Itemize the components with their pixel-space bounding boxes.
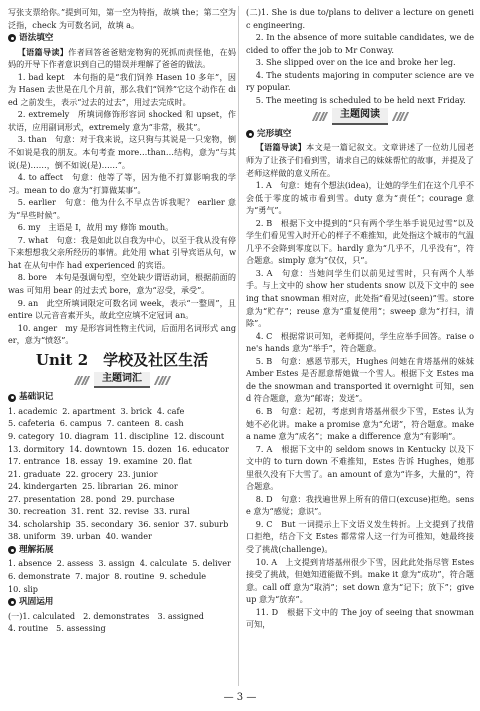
- cloze-guide: [246, 141, 474, 179]
- vocab-item: 38. uniform: [8, 531, 56, 542]
- vocab-item: 22. grocery: [65, 468, 113, 479]
- vocab-item: 8. cash: [154, 418, 184, 429]
- bullet-circle-icon: [8, 546, 16, 554]
- grammar-answer-1: 1. bad kept 本句指的是“我们饲养 Hasen 10 多年”，因为 Hasen 去世是在几个月前，那么我们“饲养”它这个动作在 died 之前发生，表示“过去的过去”，用过去完成时。: [8, 71, 236, 107]
- vocab-item: 25. librarian: [82, 481, 134, 492]
- vocab-item: 28. pond: [80, 493, 117, 504]
- vocab-banner: [8, 372, 236, 389]
- vocab-item: 32. revise: [108, 506, 149, 517]
- grammar-answer-5: 5. earlier 句意：他为什么不早点告诉我呢？ earlier 意为“早些时候”。: [8, 197, 236, 220]
- cloze-answer-9: 9. C But 一词提示上下文语义发生转折。上文提到了找借口拒绝，结合下文 Estes 都常常人这一行为可推知，她最终接受了挑战(challenge)。: [246, 518, 474, 554]
- reading-banner-title: 主题阅读: [332, 108, 388, 125]
- cloze-answer-1: 1. A 句意：她有个想法(idea)，让她的学生们在这个几乎不会低于零度的城市看到雪。duty 意为“责任”；courage 意为“勇气”。: [246, 180, 474, 216]
- vocab-item: 3. brick: [120, 405, 152, 416]
- vocab-item: 40. wander: [105, 531, 152, 542]
- cloze-answer-7: 7. A 根据下文中的 seldom snows in Kentucky 以及下文中的 to turn down 不难推知，Estes 告诉 Hughes，她那里很久没有下大雪了。an amount of 意为“许多，大量的”，符合题意。: [246, 443, 474, 492]
- translation-2: 2. In the absence of more suitable candidates, we decided to offer the job to Mr Conway.: [246, 32, 474, 55]
- cloze-answer-6: 6. B 句意：起初，考虑到肯塔基州很少下雪，Estes 认为她不必化讲。make a promise 意为“允诺”，符合题意。make a name 意为“成名”；make a difference 意为“有影响”。: [246, 405, 474, 442]
- basic-section-heading: [8, 391, 236, 404]
- cloze-guide-label: 【语篇导读】: [255, 142, 307, 153]
- stripe-decoration-icon: [76, 376, 89, 385]
- basic-section-title: 基础识记: [19, 392, 54, 403]
- vocab-item: 14. downtown: [69, 443, 128, 454]
- vocab-item: 37. suburb: [184, 518, 229, 529]
- vocab-item: 7. canteen: [106, 418, 150, 429]
- stripe-decoration-icon: [394, 112, 407, 121]
- right-column: [246, 6, 474, 631]
- left-top-paragraph: 写张支票给你。”提到可知，第一空为特指，故填 the；第二空为泛指，check 为可数名词，故填 a。: [8, 7, 236, 30]
- grammar-section-title: 语法填空: [19, 33, 54, 44]
- vocab-item: 29. purchase: [121, 493, 175, 504]
- stripe-decoration-icon: [156, 376, 169, 385]
- vocab-item: 23. junior: [117, 468, 158, 479]
- vocab-item: 1. academic: [8, 405, 58, 416]
- vocab-item: 35. secondary: [75, 518, 134, 529]
- understand-vocab-list: [8, 557, 236, 595]
- understand-section-heading: [8, 544, 236, 557]
- vocab-item: 12. discount: [173, 430, 225, 441]
- vocab-item: 19. examine: [107, 456, 158, 467]
- consolidate-section-heading: [8, 596, 236, 609]
- reading-banner: [246, 108, 474, 125]
- vocab-item: 10. slip: [8, 583, 38, 594]
- bullet-circle-icon: [8, 394, 16, 402]
- vocab-item: 16. educator: [176, 443, 229, 454]
- vocab-item: 6. demonstrate: [8, 570, 71, 581]
- translation-4: 4. The students majoring in computer science are very popular.: [246, 69, 474, 93]
- cloze-answer-5: 5. B 句意：感恩节那天，Hughes 问她在肯塔基州的妹妹 Amber Estes 是否愿意帮她做一个雪人。根据下文 Estes made the snowman and transported it overnight 可知，send 符合题意，意为“邮寄；发送”。: [246, 355, 474, 404]
- vocab-item: 17. entrance: [8, 456, 60, 467]
- vocab-item: 4. cafe: [156, 405, 185, 416]
- vocab-item: 4. calculate: [139, 558, 188, 569]
- basic-vocab-list: [8, 405, 236, 543]
- stripe-decoration-icon: [314, 112, 327, 121]
- vocab-item: 10. diagram: [59, 430, 109, 441]
- cloze-guide-text: 本文是一篇记叙文。文章讲述了一位幼儿园老师为了让孩子们看到雪，请求自己的妹妹帮忙的故事，并提及了老师这样做的意义所在。: [246, 142, 474, 178]
- vocab-item: 31. rent: [71, 506, 104, 517]
- page-number: — 3 —: [223, 692, 257, 703]
- vocab-item: 5. deliver: [192, 558, 231, 569]
- vocab-item: 15. dozen: [132, 443, 172, 454]
- grammar-answer-10: 10. anger my 是形容词性物主代词，后面用名词形式 anger，意为“愤怒”。: [8, 322, 236, 346]
- vocab-item: 5. cafeteria: [8, 418, 55, 429]
- cloze-answer-10: 10. A 上文提到肯塔基州很少下雪，因此此处指尽管 Estes 接受了挑战，但她知道能做不到。make it 意为“成功”，符合题意。call off 意为“取消”；set down 意为“记下；放下”；give up 意为“放弃”。: [246, 556, 474, 605]
- cloze-answer-4: 4. C 根据常识可知，老师提问，学生应举手回答。raise one's hands 意为“举手”，符合题意。: [246, 330, 474, 354]
- vocab-item: 3. assign: [98, 558, 135, 569]
- vocab-item: 11. discipline: [113, 430, 169, 441]
- translation-1: (二)1. She is due to/plans to deliver a lecture on genetic engineering.: [246, 7, 474, 30]
- vocab-item: 27. presentation: [8, 493, 76, 504]
- unit-title: Unit 2 学校及社区生活: [35, 350, 209, 369]
- grammar-answer-3: 3. than 句意：对于我来说，这只狗与其说是一只宠物，倒不如说是我的朋友。本句考查 more…than…结构，意为“与其说(是)……，倒不如说(是)……”。: [8, 134, 236, 170]
- cloze-section-title: 完形填空: [257, 128, 292, 139]
- translation-3: 3. She slipped over on the ice and broke her leg.: [255, 57, 456, 68]
- translation-5: 5. The meeting is scheduled to be held next Friday.: [255, 94, 466, 105]
- grammar-answer-7: 7. what 句意：我是如此以自我为中心，以至于我从没有停下来想想我父亲所经历的事情。此处用 what 引导宾语从句，what 在从句中作 had experienced 的宾语。: [8, 234, 236, 270]
- left-column: [8, 6, 236, 635]
- grammar-answer-6: 6. my 主语是 I，故用 my 修饰 mouth。: [17, 222, 174, 233]
- vocab-item: 9. schedule: [159, 570, 207, 581]
- grammar-section-heading: [8, 32, 236, 45]
- cloze-section-heading: [246, 128, 474, 141]
- vocab-item: 24. kindergarten: [8, 481, 78, 492]
- grammar-guide-label: 【语篇导读】: [17, 46, 69, 57]
- consolidate-line-2: 4. routine 5. assessing: [8, 623, 106, 634]
- vocab-item: 9. category: [8, 430, 55, 441]
- vocab-item: 2. assess: [56, 558, 94, 569]
- consolidate-line-1: (一)1. calculated 2. demonstrates 3. assigned: [8, 610, 204, 621]
- consolidate-section-title: 巩固运用: [19, 597, 54, 608]
- grammar-answer-2: 2. extremely 所填词修饰形容词 shocked 和 upset，作状语，应用副词形式，extremely 意为“非常，极其”。: [8, 109, 236, 132]
- vocab-banner-title: 主题词汇: [94, 372, 150, 389]
- vocab-item: 26. minor: [138, 481, 178, 492]
- vocab-item: 36. senior: [138, 518, 180, 529]
- vocab-item: 18. essay: [64, 456, 103, 467]
- vocab-item: 8. routine: [114, 570, 155, 581]
- vocab-item: 33. rural: [153, 506, 190, 517]
- grammar-answer-8: 8. bore 本句是强调句型，空处缺少谓语动词，根据前面的 was 可知用 bear 的过去式 bore，意为“忍受，承受”。: [8, 272, 236, 296]
- column-divider: [238, 6, 239, 686]
- vocab-item: 2. apartment: [62, 405, 116, 416]
- grammar-guide: [8, 46, 236, 71]
- vocab-item: 6. campus: [59, 418, 102, 429]
- bullet-circle-icon: [246, 130, 254, 138]
- understand-section-title: 理解拓展: [19, 544, 54, 555]
- cloze-answer-2: 2. B 根据下文中提到的“只有两个学生举手说见过雪”以及学生们看见雪入时开心的样子不难推知，此处指这个城市的气温几乎不会降到零度以下。hardly 意为“几乎不，几乎没有”，符合题意。simply 意为“仅仅，只”。: [246, 217, 474, 266]
- vocab-item: 1. absence: [8, 558, 52, 569]
- vocab-item: 30. recreation: [8, 506, 67, 517]
- bullet-circle-icon: [8, 34, 16, 42]
- cloze-answer-11: 11. D 根据下文中的 The joy of seeing that snowman 可知，: [246, 606, 474, 630]
- vocab-item: 7. major: [75, 570, 110, 581]
- grammar-guide-text: 作者回答爸爸赔宠物狗的死抓而责怪他，在妈妈的开导下作者意识到自己的错误并理解了爸爸的做法。: [8, 46, 236, 70]
- cloze-answer-8: 8. D 句意：我找遍世界上所有的借口(excuse)拒绝。sense 意为“感觉；意识”。: [246, 493, 474, 517]
- vocab-item: 39. urban: [60, 531, 101, 542]
- vocab-item: 21. graduate: [8, 468, 61, 479]
- vocab-item: 34. scholarship: [8, 518, 71, 529]
- bullet-circle-icon: [8, 598, 16, 606]
- vocab-item: 20. flat: [162, 456, 192, 467]
- cloze-answer-3: 3. A 句意：当她问学生们以前见过雪时，只有两个人举手。与上文中的 show her students snow 以及下文中的 seeing that snowman 相对应，此处指“看见过(seen)”雪。store 意为“贮存”；reuse 意为“重复使用”；sweep 意为“打扫，清除”。: [246, 267, 474, 329]
- grammar-answer-9: 9. an 此空所填词限定可数名词 week，表示“一整周”，且 entire 以元音音素开头，故此空应填不定冠词 an。: [8, 297, 236, 321]
- vocab-item: 13. dormitory: [8, 443, 65, 454]
- grammar-answer-4: 4. to affect 句意：他等了等，因为他不打算影响我的学习。mean to do 意为“打算做某事”。: [8, 172, 236, 195]
